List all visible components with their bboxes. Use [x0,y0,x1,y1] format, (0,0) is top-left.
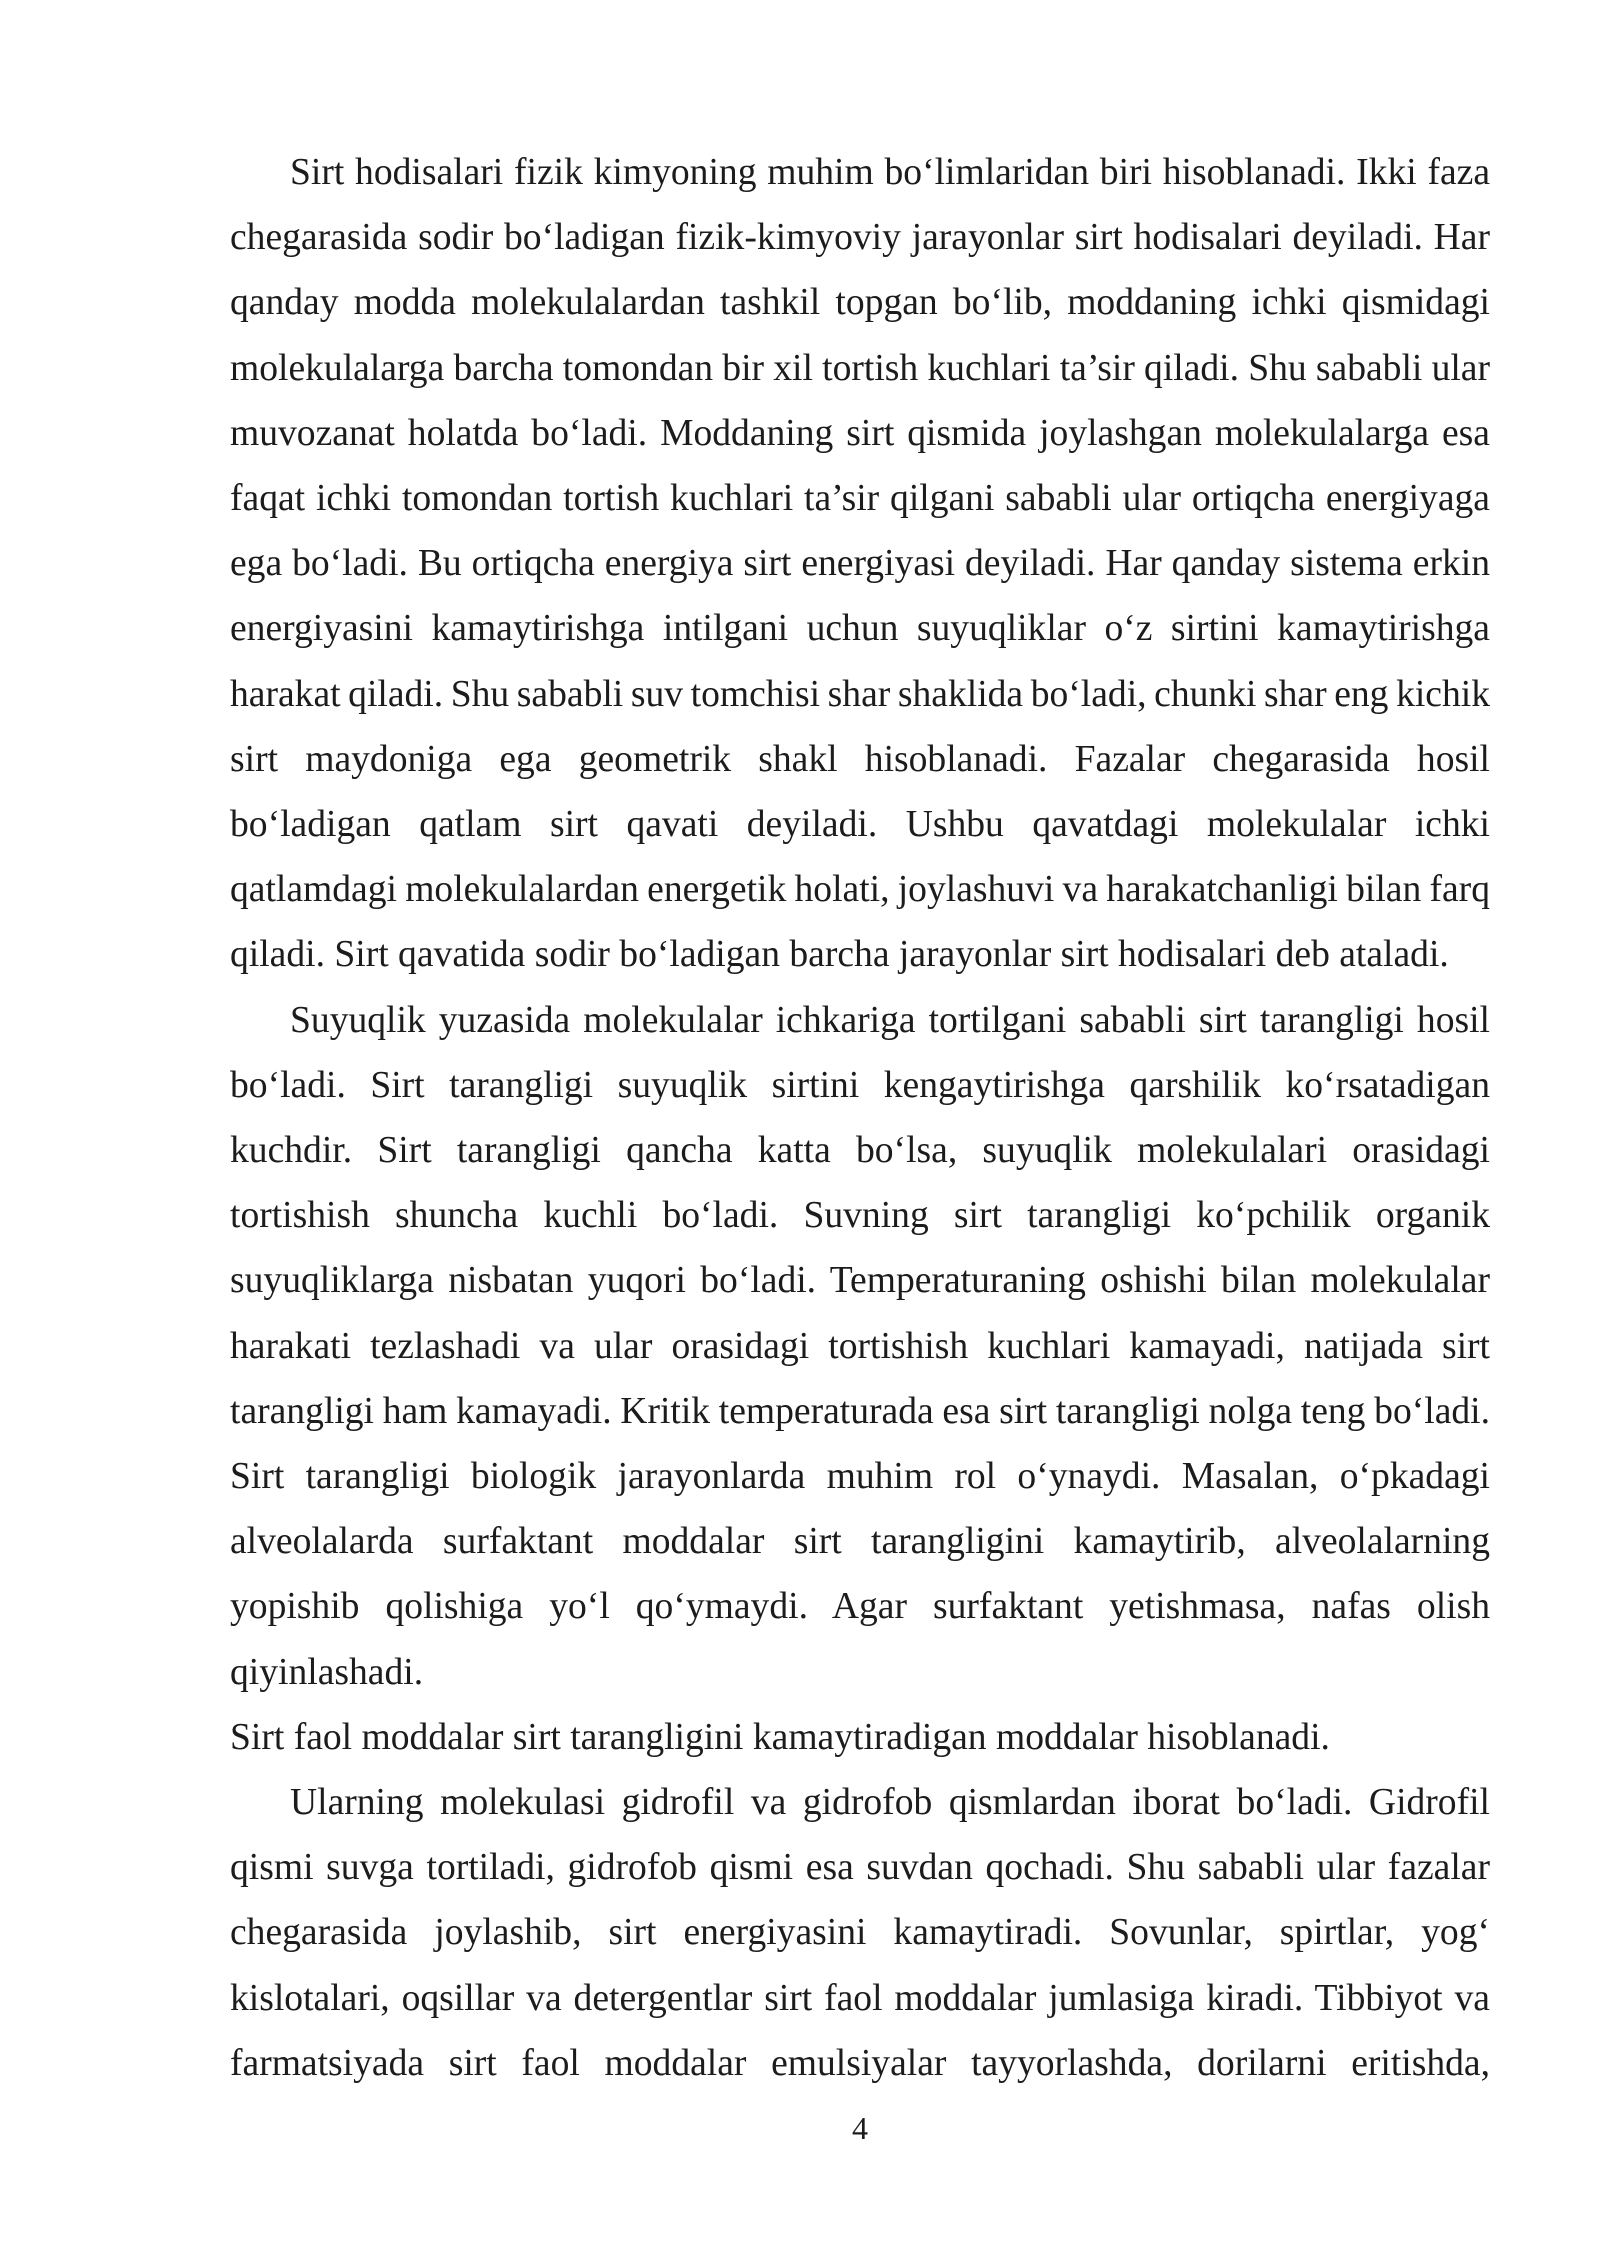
page-body [230,140,1490,2096]
text-line: kislotalari, oqsillar va detergentlar sirt faol moddalar jumlasiga kiradi. Tibbiyot va [230,1977,1490,2019]
text-line: yopishib qolishiga yo‘l qo‘ymaydi. Agar surfaktant yetishmasa, nafas olish [230,1586,1490,1628]
text-line: bo‘ladigan qatlam sirt qavati deyiladi. Ushbu qavatdagi molekulalar ichki [230,804,1490,846]
text-line: qanday modda molekulalardan tashkil topgan bo‘lib, moddaning ichki qismidagi [230,282,1490,324]
text-line: faqat ichki tomondan tortish kuchlari ta’sir qilgani sababli ular ortiqcha energiyaga [230,478,1490,520]
paragraph [230,988,1490,1705]
paragraph [230,140,1490,988]
text-line: Ularning molekulasi gidrofil va gidrofob qismlardan iborat bo‘ladi. Gidrofil [290,1782,1490,1824]
text-line: muvozanat holatda bo‘ladi. Moddaning sirt qismida joylashgan molekulalarga esa [230,412,1490,454]
text-line: bo‘ladi. Sirt tarangligi suyuqlik sirtini kengaytirishga qarshilik ko‘rsatadigan [230,1064,1490,1106]
text-line: tarangligi ham kamayadi. Kritik temperaturada esa sirt tarangligi nolga teng bo‘ladi. [230,1390,1490,1432]
text-line: qismi suvga tortiladi, gidrofob qismi esa suvdan qochadi. Shu sababli ular fazalar [230,1847,1490,1889]
text-line: suyuqliklarga nisbatan yuqori bo‘ladi. Temperaturaning oshishi bilan molekulalar [230,1260,1490,1302]
page-number: 4 [852,2110,868,2146]
paragraph [230,1770,1490,2096]
text-line: qiladi. Sirt qavatida sodir bo‘ladigan barcha jarayonlar sirt hodisalari deb ataladi. [230,934,1449,976]
text-line: Sirt tarangligi biologik jarayonlarda muhim rol o‘ynaydi. Masalan, o‘pkadagi [230,1456,1490,1498]
text-line: kuchdir. Sirt tarangligi qancha katta bo‘lsa, suyuqlik molekulalari orasidagi [230,1130,1490,1172]
text-line: ega bo‘ladi. Bu ortiqcha energiya sirt energiyasi deyiladi. Har qanday sistema erkin [230,543,1490,585]
text-line: farmatsiyada sirt faol moddalar emulsiyalar tayyorlashda, dorilarni eritishda, [230,2042,1490,2084]
text-line: Sirt hodisalari fizik kimyoning muhim bo‘limlaridan biri hisoblanadi. Ikki faza [290,152,1490,193]
text-line: chegarasida joylashib, sirt energiyasini kamaytiradi. Sovunlar, spirtlar, yog‘ [230,1912,1490,1954]
paragraph [230,1705,1490,1770]
text-line: qatlamdagi molekulalardan energetik holati, joylashuvi va harakatchanligi bilan farq [230,869,1490,911]
text-line: Sirt faol moddalar sirt tarangligini kamaytiradigan moddalar hisoblanadi. [230,1716,1330,1758]
text-line: chegarasida sodir bo‘ladigan fizik-kimyoviy jarayonlar sirt hodisalari deyiladi. Har [230,217,1490,259]
text-line: Suyuqlik yuzasida molekulalar ichkariga tortilgani sababli sirt tarangligi hosil [290,999,1490,1041]
text-line: harakati tezlashadi va ular orasidagi tortishish kuchlari kamayadi, natijada sirt [230,1325,1490,1367]
text-line: molekulalarga barcha tomondan bir xil tortish kuchlari ta’sir qiladi. Shu sababli ular [230,347,1490,389]
text-line: qiyinlashadi. [230,1651,424,1693]
text-line: alveolalarda surfaktant moddalar sirt tarangligini kamaytirib, alveolalarning [230,1521,1490,1563]
text-line: sirt maydoniga ega geometrik shakl hisoblanadi. Fazalar chegarasida hosil [230,738,1490,780]
text-line: energiyasini kamaytirishga intilgani uchun suyuqliklar o‘z sirtini kamaytirishga [230,608,1490,650]
text-line: tortishish shuncha kuchli bo‘ladi. Suvning sirt tarangligi ko‘pchilik organik [230,1195,1490,1237]
text-line: harakat qiladi. Shu sababli suv tomchisi shar shaklida bo‘ladi, chunki shar eng kichik [230,673,1490,715]
